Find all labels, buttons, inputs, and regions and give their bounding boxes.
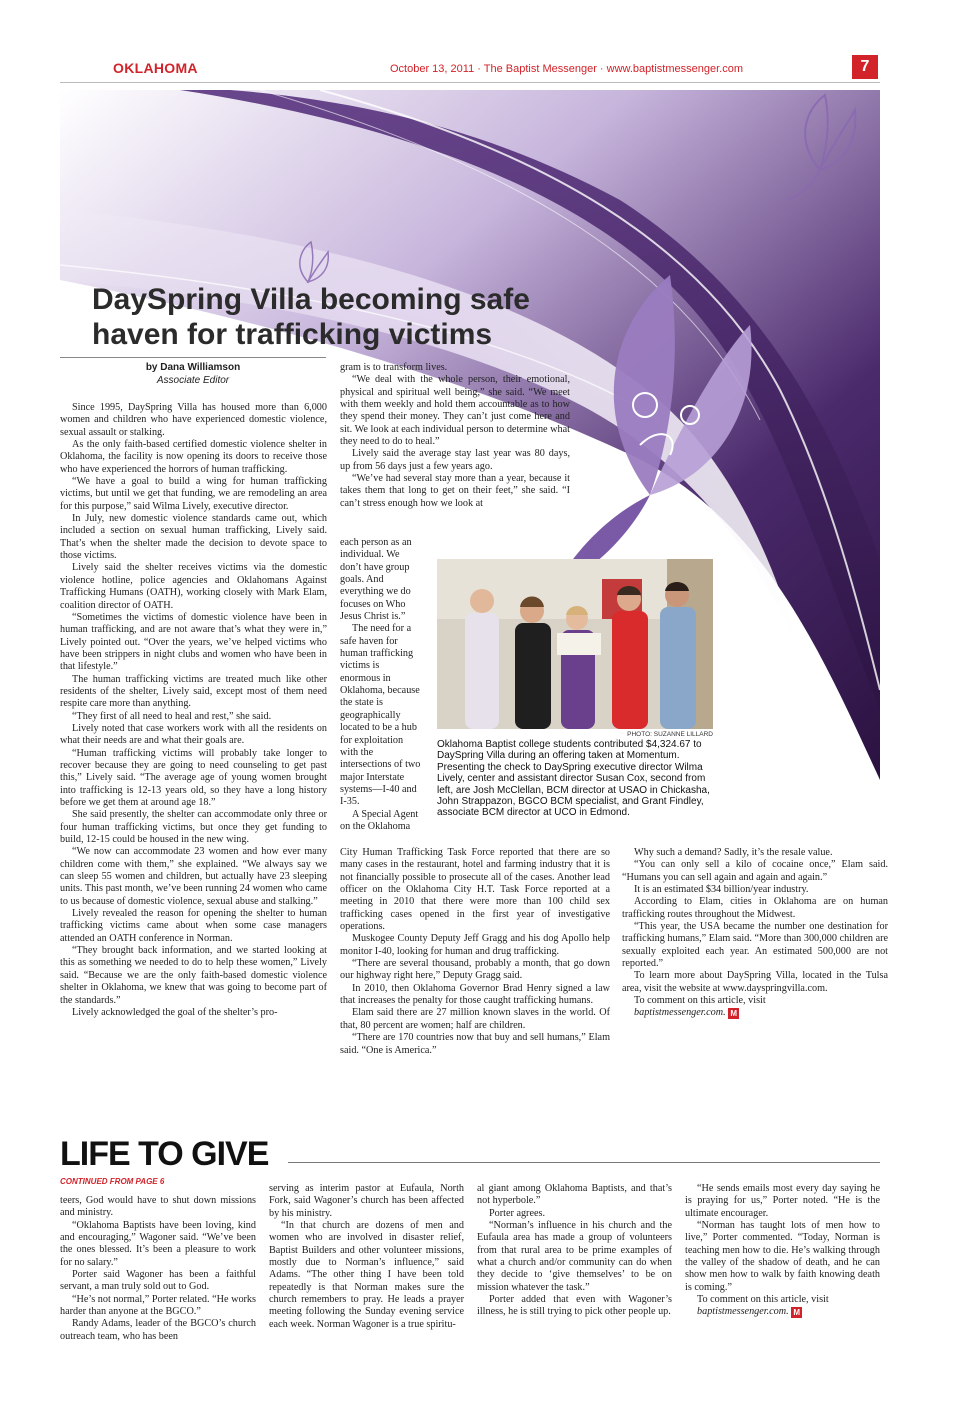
article-column-2-narrow — [340, 537, 422, 833]
paragraph: “Norman’s influence in his church and the Eufaula area has made a group of volunteers from that rural area to be prime examples of what a church and/or community can do when they decide to ‘give themselves’ to be on mission whatever the task.” — [477, 1220, 672, 1293]
article-column-3 — [622, 847, 888, 1020]
story-title: LIFE TO GIVE — [60, 1135, 269, 1173]
headline-rule — [60, 357, 326, 358]
paragraph: “Human trafficking victims will probably take longer to recover because they are going to need counseling to get past this,” Lively said. “The average age of young women brought into trafficking is 12-13 years old, so they have a long history before we get them at around age 18.” — [60, 747, 327, 808]
paragraph: “There are 170 countries now that buy and sell humans,” Elam said. “One is America.” — [340, 1032, 610, 1056]
paragraph: “We’ve had several stay more than a year, because it takes them that long to get on their feet,” she said. “I can’t stress enough how we look at — [340, 473, 570, 509]
paragraph: In July, new domestic violence standards came out, which included a section on sexual human trafficking, Lively said. That’s when the shelter made the decision to devote space to those victims. — [60, 513, 327, 562]
photo-caption: Oklahoma Baptist college students contributed $4,324.67 to DaySpring Villa during an offering taken at Momentum. Presenting the check to DaySpring executive director Wilma Lively, center and assistant director Susan Cox, second from left, are Josh McClellan, BCM director at USAO in Chickasha, John Strappazon, BGCO BCM specialist, and Grant Findley, associate BCM director at UCO in Edmond. — [437, 739, 710, 819]
article-headline — [92, 282, 612, 352]
paragraph: Porter said Wagoner has been a faithful servant, a man truly sold out to God. — [60, 1269, 256, 1293]
paragraph: “He’s not normal,” Porter related. “He works harder than anyone at the BGCO.” — [60, 1293, 256, 1318]
paragraph: Lively said the average stay last year was 80 days, up from 56 days just a few years ago. — [340, 448, 570, 472]
paragraph: Porter agrees. — [489, 1207, 546, 1219]
paragraph: “Oklahoma Baptists have been loving, kind and encouraging,” Wagoner said. “We’ve been the ones blessed. It’s been a pleasure to work for no salary.” — [60, 1219, 256, 1268]
end-mark-icon: M — [728, 1008, 739, 1019]
paragraph: As the only faith-based certified domestic violence shelter in Oklahoma, the facility is now opening its doors to receive those who have experienced the horrors of human trafficking. — [60, 439, 327, 475]
paragraph: A Special Agent on the Oklahoma — [340, 808, 419, 832]
story-column-4 — [685, 1183, 880, 1319]
paragraph: Lively noted that case workers work with all the residents on what their needs are and what their goals are. — [60, 722, 327, 747]
byline-role: Associate Editor — [156, 375, 230, 386]
paragraph: Why such a demand? Sadly, it’s the resale value. — [634, 847, 833, 858]
headline-line-1: DaySpring Villa becoming safe — [92, 283, 530, 316]
paragraph: It is an estimated $34 billion/year industry. — [634, 884, 809, 896]
paragraph: “He sends emails most every day saying he is praying for us,” Porter noted. “He is the ultimate encourager. — [685, 1183, 880, 1219]
article-photo — [437, 559, 713, 729]
comment-link[interactable]: baptistmessenger.com. — [634, 1007, 726, 1019]
story-column-1 — [60, 1195, 256, 1343]
paragraph: Randy Adams, leader of the BGCO’s church outreach team, who has been — [60, 1318, 256, 1342]
paragraph: To comment on this article, visit — [634, 995, 766, 1007]
comment-link[interactable]: baptistmessenger.com. — [697, 1306, 789, 1318]
paragraph: To learn more about DaySpring Villa, located in the Tulsa area, visit the website at www.dayspringvilla.com. — [622, 970, 888, 994]
paragraph: “We now can accommodate 23 women and how ever many children come with them,” she explained. “We always say we can sleep 55 women and children, but actually have 23 sleeping units. This past month, we’ve been running 24 women who came to us because of domestic violence, sexual abuse and stalking.” — [60, 846, 327, 907]
article-column-2-top — [340, 362, 570, 510]
group-photo-illustration — [437, 559, 713, 729]
paragraph: each person as an individual. We don’t have group goals. And everything we do focuses on Who Jesus Christ is.” — [340, 537, 412, 623]
end-mark-icon: M — [791, 1307, 802, 1318]
article-column-1 — [60, 402, 327, 1019]
photo-credit: PHOTO: SUZANNE LILLARD — [627, 731, 713, 738]
paragraph: “They first of all need to heal and rest,” she said. — [72, 710, 272, 722]
paragraph: Since 1995, DaySpring Villa has housed more than 6,000 women and children who have experienced domestic violence, sexual assault or stalking. — [60, 402, 327, 438]
paragraph: According to Elam, cities in Oklahoma are on human trafficking routes throughout the Midwest. — [622, 896, 888, 920]
headline-line-2: haven for trafficking victims — [92, 318, 493, 351]
story-title-rule — [288, 1162, 880, 1163]
paragraph: She said presently, the shelter can accommodate only three or four human trafficking victims, but once they get funding to build, 12-15 could be housed in the new wing. — [60, 809, 327, 846]
paragraph: “We deal with the whole person, their emotional, physical and spiritual well being,” she said. “We meet with them weekly and hold them accountable as to how they spend their money. They can’t just come here and sit. We look at each individual person to determine what they need to do to heal.” — [340, 374, 570, 448]
paragraph: Lively said the shelter receives victims via the domestic violence hotline, police agencies and Oklahomans Against Trafficking Humans (OATH), working closely with Mark Elam, coalition director of OATH. — [60, 562, 327, 611]
page-number: 7 — [852, 55, 878, 79]
paragraph: serving as interim pastor at Eufaula, North Fork, said Wagoner’s church has been affected by his ministry. — [269, 1183, 464, 1219]
paragraph: “They brought back information, and we started looking at this as something we needed to do to help these women,” Lively said. “Because we are the only faith-based domestic violence shelter in Oklahoma, we knew that was going to become part of the standards.” — [60, 945, 327, 1006]
section-name: OKLAHOMA — [113, 60, 198, 76]
paragraph: Lively revealed the reason for opening the shelter to human trafficking victims came about when some case managers attended an OATH conference in Norman. — [60, 908, 327, 944]
paragraph: To comment on this article, visit — [697, 1294, 829, 1306]
article-column-2-bottom — [340, 847, 610, 1057]
paragraph: Lively acknowledged the goal of the shelter’s pro- — [72, 1006, 278, 1018]
paragraph: “In that church are dozens of men and women who are involved in disaster relief, Baptist Builders and other volunteer missions, mostly due to Norman’s influence,” said Adams. “The other thing I have been told repeatedly is that Norman makes sure the church remembers to pray. He leads a prayer meeting following the Sunday evening service each week. Norman Wagoner is a true spiritu- — [269, 1220, 464, 1330]
byline: by Dana Williamson — [145, 362, 241, 373]
paragraph: “This year, the USA became the number one destination for trafficking humans,” Elam said. “More than 300,000 children are sexually exploited each year. An estimated 500,000 are not reported.” — [622, 921, 888, 970]
story-column-2 — [269, 1183, 464, 1331]
paragraph: In 2010, then Oklahoma Governor Brad Henry signed a law that increases the penalty for those caught trafficking humans. — [340, 982, 610, 1007]
paragraph: Muskogee County Deputy Jeff Gragg and his dog Apollo help monitor I-40, looking for human and drug trafficking. — [340, 933, 610, 957]
paragraph: Porter added that even with Wagoner’s illness, he is still trying to pick other people up. — [477, 1294, 672, 1318]
paragraph: gram is to transform lives. — [340, 362, 448, 373]
paragraph: “There are several thousand, probably a month, that go down our highway right here,” Deputy Gragg said. — [340, 958, 610, 982]
paragraph: City Human Trafficking Task Force reported that there are so many cases in the restaurant, hotel and farming industry that it is not financially possible to prosecute all of the cases. Another lead officer on the Oklahoma City H.T. Task Force reported at a meeting in 2010 that there were more than 100 child sex trafficking cases opened in the first year of investigative operations. — [340, 847, 610, 933]
paragraph: teers, God would have to shut down missions and ministry. — [60, 1195, 256, 1219]
paragraph: The need for a safe haven for human trafficking victims is enormous in Oklahoma, because the state is geographically located to be a hub for exploitation with the intersections of two major Interstate systems—I-40 and I-35. — [340, 623, 421, 808]
paragraph: “Norman has taught lots of men how to live,” Porter commented. “Today, Norman is teaching men how to die. He’s walking through the valley of the shadow of death, and he can show men how to walk by faith knowing death is coming.” — [685, 1220, 880, 1293]
paragraph: “We have a goal to build a wing for human trafficking victims, but until we get that funding, we are remodeling an area for this purpose,” said Wilma Lively, executive director. — [60, 476, 327, 512]
paragraph: Elam said there are 27 million known slaves in the world. Of that, 80 percent are women; half are children. — [340, 1007, 610, 1031]
issue-meta: October 13, 2011 · The Baptist Messenger · www.baptistmessenger.com — [390, 63, 743, 75]
continued-label: CONTINUED FROM PAGE 6 — [60, 1177, 165, 1186]
paragraph: “Sometimes the victims of domestic violence have been in human trafficking, and are not aware that’s what they were in,” Lively pointed out. “Over the years, we’ve helped victims who have been strippers in night clubs and women who have been in that lifestyle.” — [60, 611, 327, 673]
paragraph: al giant among Oklahoma Baptists, and that’s not hyperbole.” — [477, 1183, 672, 1207]
paragraph: The human trafficking victims are treated much like other residents of the shelter, Lively said, except most of them need respite care more than anything. — [60, 673, 327, 710]
story-column-3 — [477, 1183, 672, 1319]
paragraph: “You can only sell a kilo of cocaine once,” Elam said. “Humans you can sell again and again and again.” — [622, 859, 888, 883]
header-rule — [60, 82, 880, 83]
